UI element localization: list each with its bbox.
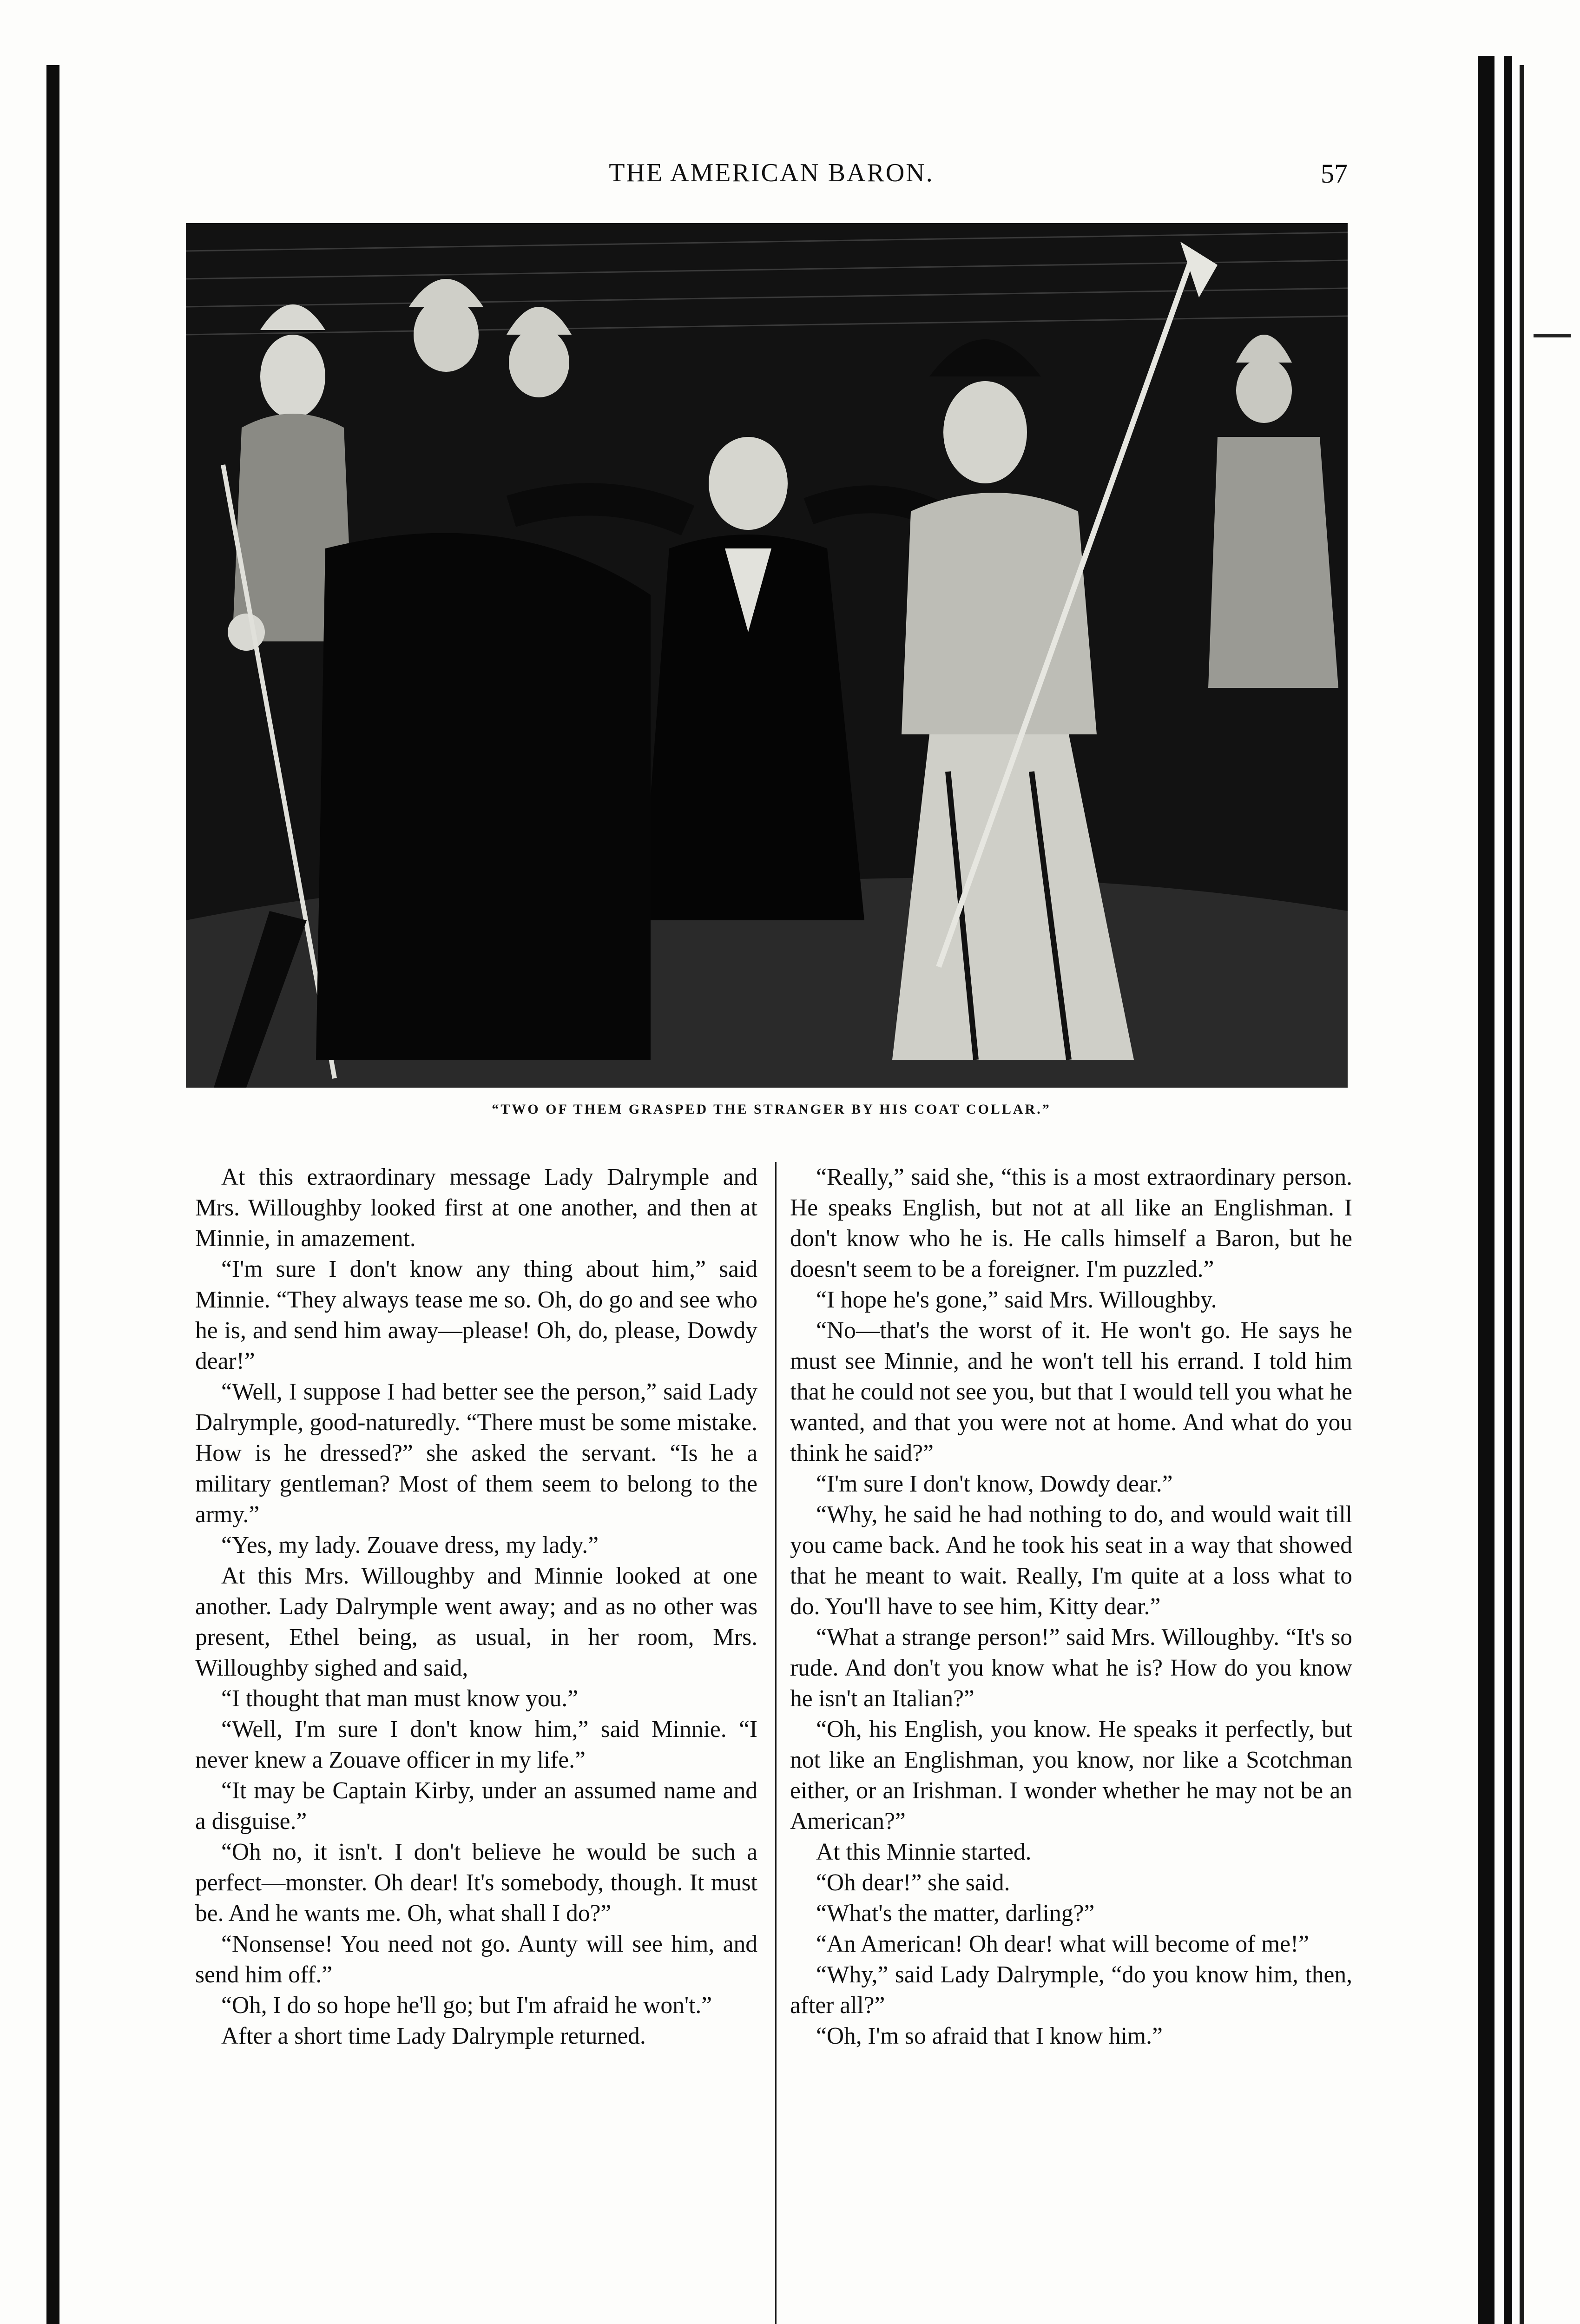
illustration-caption: “TWO OF THEM GRASPED THE STRANGER BY HIS COAT COLLAR.” — [492, 1102, 1051, 1117]
text-column-right — [790, 1162, 1352, 2052]
paragraph: At this extraordinary message Lady Dalrymple and Mrs. Willoughby looked first at one another, and then at Minnie, in amazement. — [195, 1164, 757, 1252]
paragraph: “Oh no, it isn't. I don't believe he would be such a perfect—monster. Oh dear! It's somebody, though. It must be. And he wants me. Oh, what shall I do?” — [195, 1839, 757, 1927]
margin-mark — [1534, 334, 1571, 337]
paragraph: “Really,” said she, “this is a most extraordinary person. He speaks English, but not at all like an Englishman. I don't know who he is. He calls himself a Baron, but he doesn't seem to be a foreigner. I'm puzzled.” — [790, 1164, 1352, 1282]
paragraph: “Oh, his English, you know. He speaks it perfectly, but not like an Englishman, you know, nor like a Scotchman either, or an Irishman. I wonder whether he may not be an American?” — [790, 1716, 1352, 1835]
engraving-drawing — [186, 223, 1348, 1088]
paragraph: “Oh, I do so hope he'll go; but I'm afraid he won't.” — [221, 1992, 712, 2019]
engraving-illustration — [186, 223, 1348, 1088]
paragraph: “Well, I suppose I had better see the person,” said Lady Dalrymple, good-naturedly. “There must be some mistake. How is he dressed?” she asked the servant. “Is he a military gentleman? Most of them seem to belong to the army.” — [195, 1379, 757, 1528]
paragraph: “It may be Captain Kirby, under an assumed name and a disguise.” — [195, 1777, 757, 1835]
paragraph: “No—that's the worst of it. He won't go. He says he must see Minnie, and he won't tell his errand. I told him that he could not see you, but that I would tell you what he wanted, and that you were not at home. And what do you think he said?” — [790, 1317, 1352, 1466]
paragraph: After a short time Lady Dalrymple returned. — [221, 2023, 646, 2049]
binding-edge-right-thin — [1520, 65, 1524, 2324]
binding-edge-right — [1478, 56, 1494, 2324]
paragraph: “Yes, my lady. Zouave dress, my lady.” — [221, 1532, 599, 1558]
text-column-left — [195, 1162, 757, 2052]
paragraph: “I'm sure I don't know, Dowdy dear.” — [816, 1471, 1173, 1497]
paragraph: “I thought that man must know you.” — [221, 1685, 579, 1712]
paragraph: “Why, he said he had nothing to do, and would wait till you came back. And he took his seat in a way that showed that he meant to wait. Really, I'm quite at a loss what to do. You'll have to see him, Kitty dear.” — [790, 1501, 1352, 1620]
page-number: 57 — [1321, 158, 1348, 189]
paragraph: “What a strange person!” said Mrs. Willoughby. “It's so rude. And don't you know what he is? How do you know he isn't an Italian?” — [790, 1624, 1352, 1712]
paragraph: “I hope he's gone,” said Mrs. Willoughby. — [816, 1287, 1217, 1313]
column-divider — [775, 1162, 777, 2324]
binding-edge-right-inner — [1504, 56, 1512, 2324]
paragraph: At this Mrs. Willoughby and Minnie looked at one another. Lady Dalrymple went away; and as no other was present, Ethel being, as usual, in her room, Mrs. Willoughby sighed and said, — [195, 1563, 757, 1681]
paragraph: “What's the matter, darling?” — [816, 1900, 1095, 1927]
running-title: THE AMERICAN BARON. — [609, 158, 934, 187]
paragraph: “I'm sure I don't know any thing about him,” said Minnie. “They always tease me so. Oh, do go and see who he is, and send him away—please! Oh, do, please, Dowdy dear!” — [195, 1256, 757, 1374]
paragraph: “Well, I'm sure I don't know him,” said Minnie. “I never knew a Zouave officer in my life.” — [195, 1716, 757, 1773]
paragraph: “Oh, I'm so afraid that I know him.” — [816, 2023, 1163, 2049]
paragraph: At this Minnie started. — [816, 1839, 1032, 1865]
paragraph: “An American! Oh dear! what will become of me!” — [816, 1931, 1310, 1957]
paragraph: “Why,” said Lady Dalrymple, “do you know him, then, after all?” — [790, 1961, 1352, 2019]
paragraph: “Oh dear!” she said. — [816, 1869, 1010, 1896]
running-head — [195, 158, 1348, 195]
binding-edge-left — [46, 65, 59, 2324]
paragraph: “Nonsense! You need not go. Aunty will see him, and send him off.” — [195, 1931, 757, 1988]
